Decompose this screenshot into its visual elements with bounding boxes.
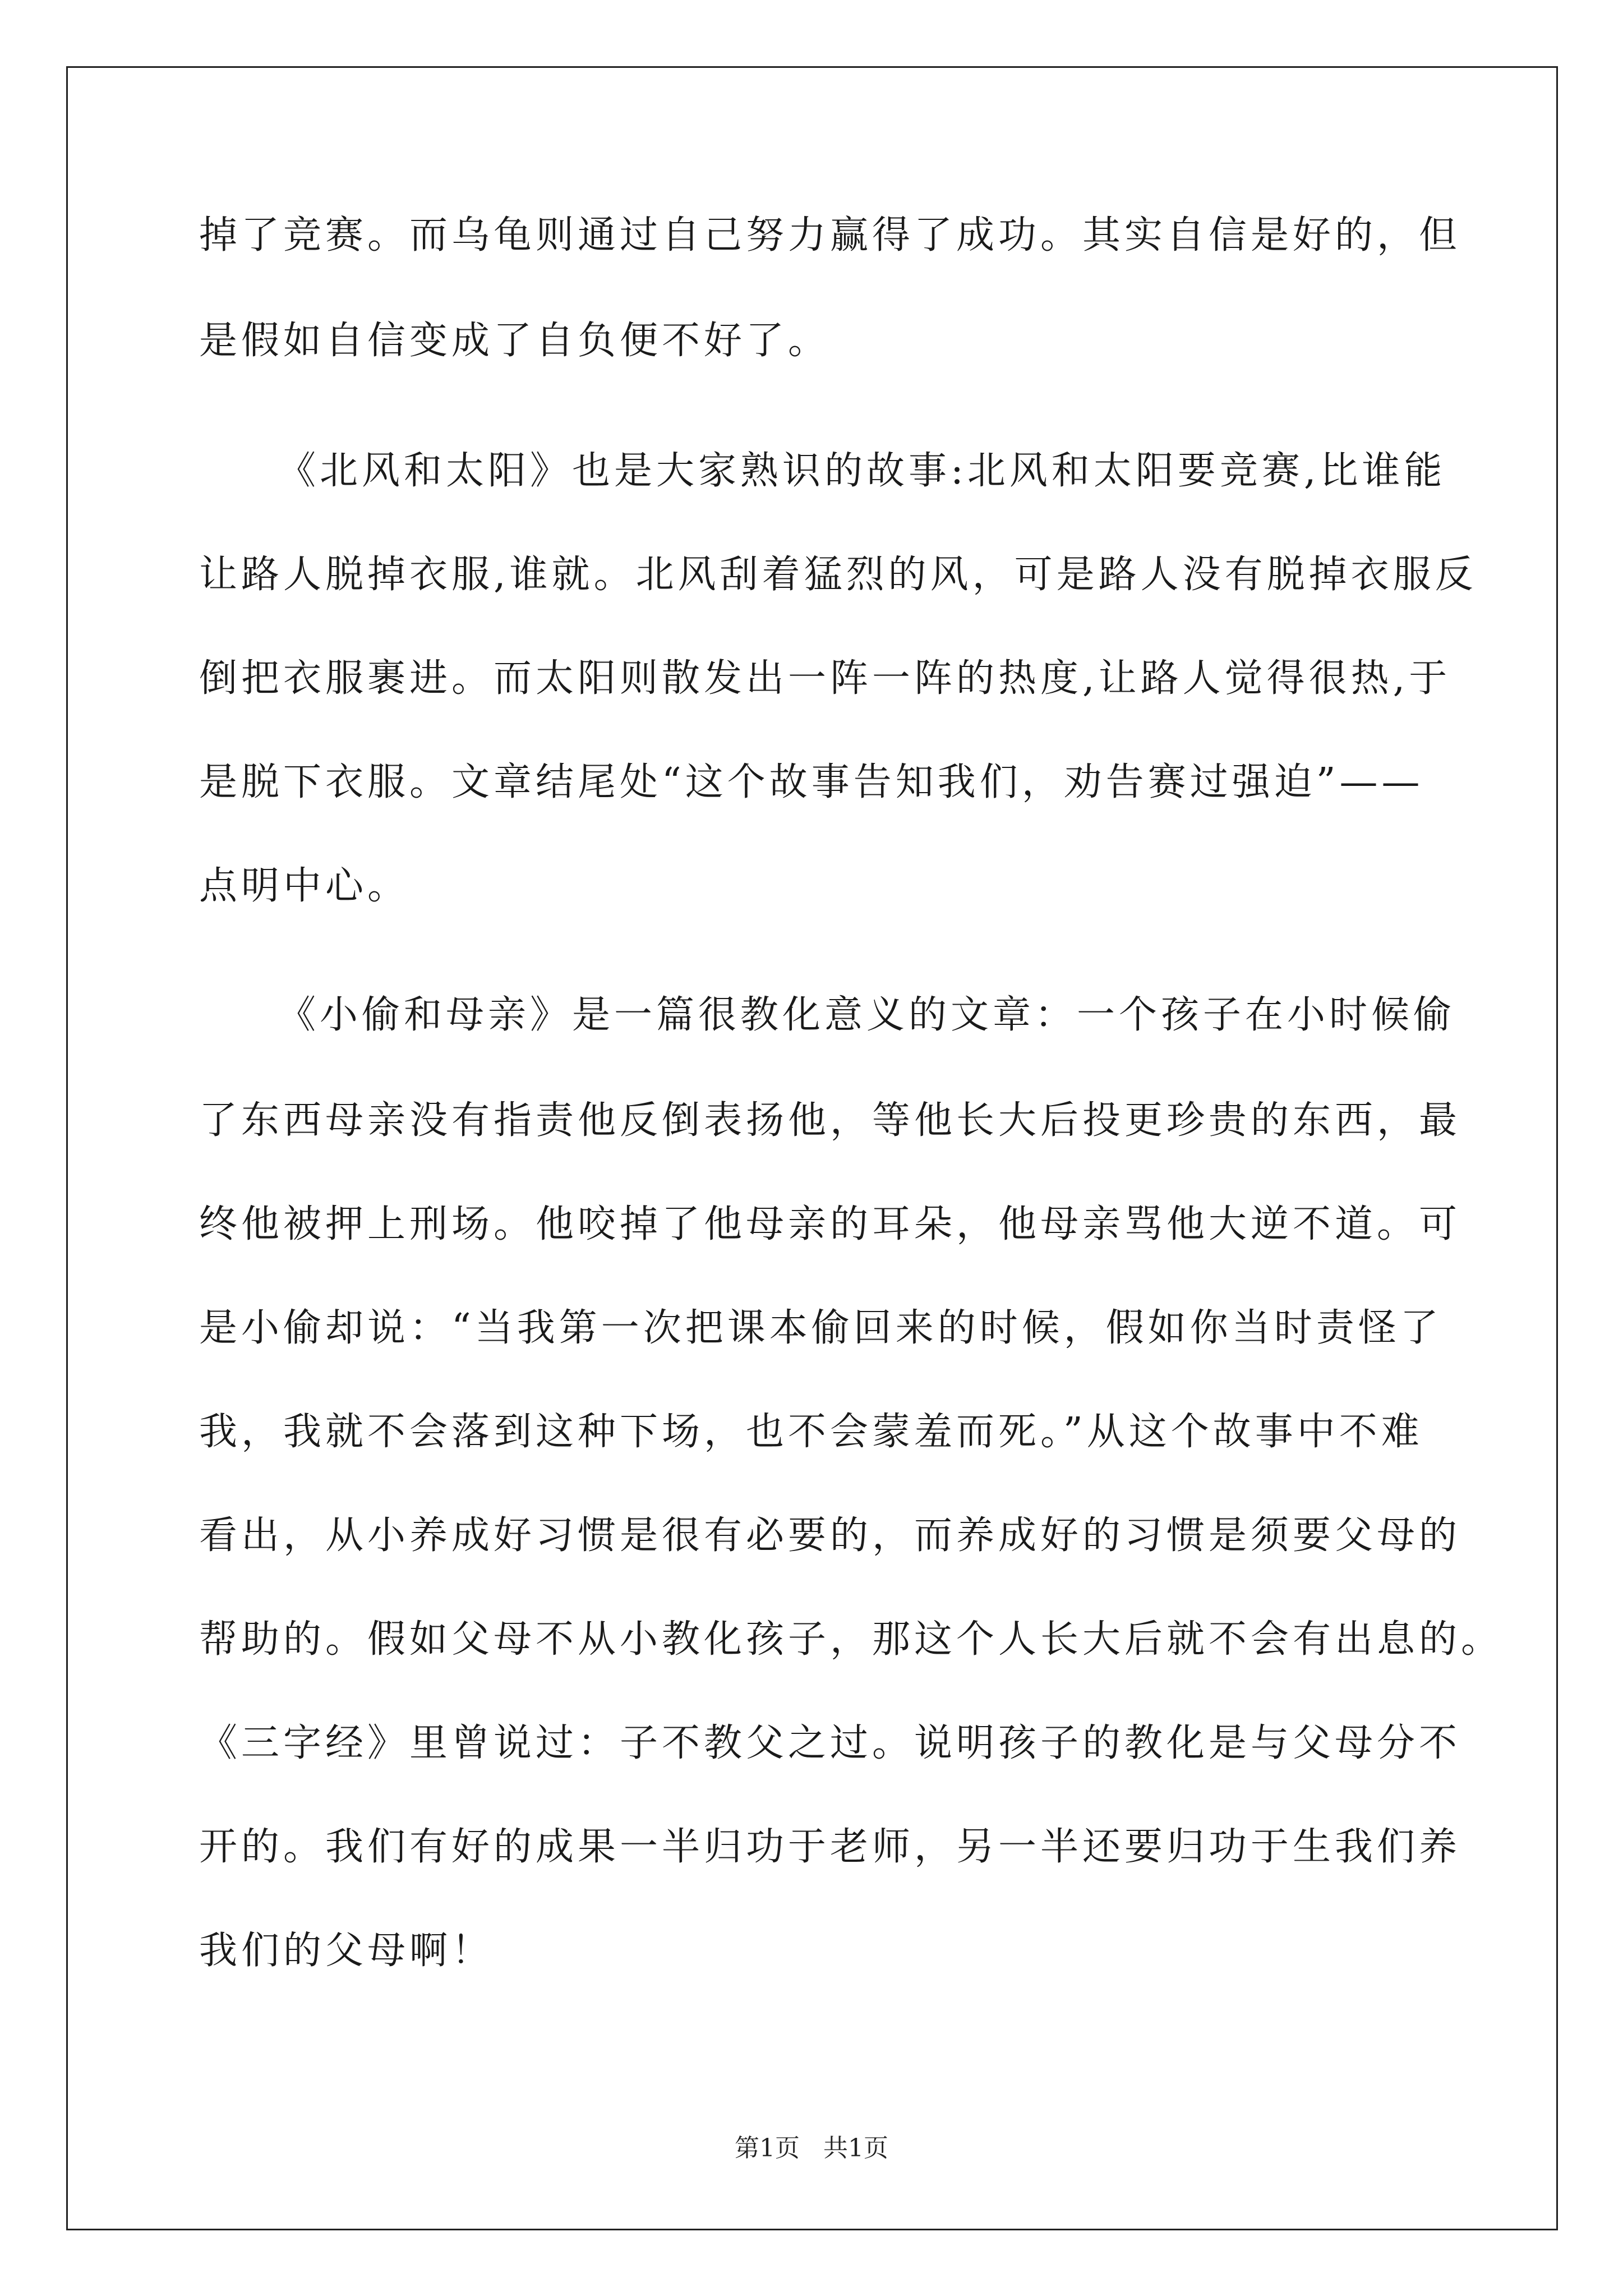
text-line: 是假如自信变成了自负便不好了。	[199, 319, 831, 363]
text-line: 倒把衣服裹进。而太阳则散发出一阵一阵的热度,让路人觉得很热,于	[199, 656, 1451, 701]
text-line: 点明中心。	[199, 864, 410, 908]
text-line: 终他被押上刑场。他咬掉了他母亲的耳朵，他母亲骂他大逆不道。可	[199, 1202, 1461, 1246]
text-line: 我们的父母啊！	[199, 1929, 494, 1973]
text-line: 是小偷却说：“当我第一次把课本偷回来的时候，假如你当时责怪了	[199, 1306, 1442, 1350]
text-line: 帮助的。假如父母不从小教化孩子，那这个人长大后就不会有出息的。	[199, 1617, 1504, 1662]
text-line: 《三字经》里曾说过：子不教父之过。说明孩子的教化是与父母分不	[199, 1721, 1461, 1765]
page-border	[66, 66, 1558, 2230]
page-number-footer: 第1页 共1页	[735, 2134, 888, 2162]
text-line: 我，我就不会落到这种下场，也不会蒙羞而死。”从这个故事中不难	[199, 1410, 1423, 1454]
text-line: 是脱下衣服。文章结尾处“这个故事告知我们，劝告赛过强迫”——	[199, 760, 1424, 804]
text-line: 让路人脱掉衣服,谁就。北风刮着猛烈的风，可是路人没有脱掉衣服反	[199, 553, 1477, 597]
paragraph-start-line: 《小偷和母亲》是一篇很教化意义的文章：一个孩子在小时候偷	[278, 993, 1456, 1037]
paragraph-start-line: 《北风和太阳》也是大家熟识的故事:北风和太阳要竞赛,比谁能	[278, 449, 1446, 493]
text-line: 看出，从小养成好习惯是很有必要的，而养成好的习惯是须要父母的	[199, 1513, 1461, 1558]
text-line: 了东西母亲没有指责他反倒表扬他，等他长大后投更珍贵的东西，最	[199, 1098, 1461, 1143]
text-line: 掉了竞赛。而乌龟则通过自己努力赢得了成功。其实自信是好的，但	[199, 213, 1461, 257]
text-line: 开的。我们有好的成果一半归功于老师，另一半还要归功于生我们养	[199, 1825, 1461, 1869]
